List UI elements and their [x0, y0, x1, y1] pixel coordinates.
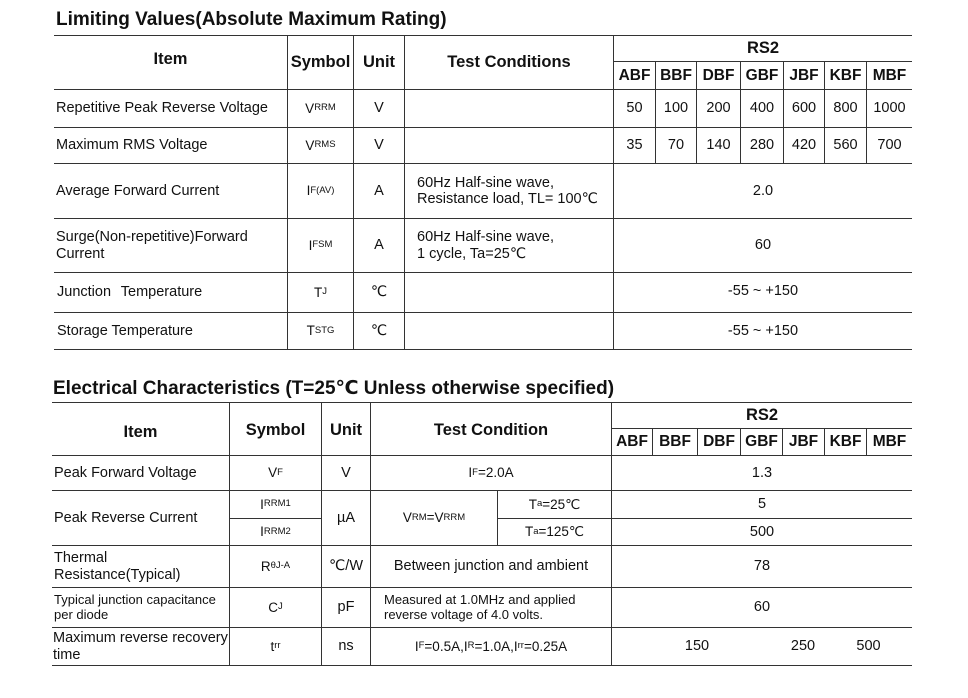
t1-row-ifav-value: 2.0 — [752, 182, 774, 199]
t1-model-gbf: GBF — [745, 66, 779, 84]
t1-row-vrms-abf: 35 — [626, 137, 643, 154]
t2-model-kbf: KBF — [829, 433, 862, 451]
t1-row-vrrm-gbf: 400 — [749, 100, 775, 117]
t1-row-vrrm-kbf: 800 — [833, 100, 858, 117]
t2-row-rth-symbol: R θJ-A — [260, 558, 291, 574]
t1-header-rs2: RS2 — [746, 38, 780, 57]
t1-row-vrms-unit: V — [374, 137, 384, 154]
t2-header-symbol: Symbol — [245, 421, 306, 440]
t1-row-tj-item: Junction Temperature — [57, 284, 203, 301]
t1-model-abf: ABF — [618, 66, 651, 84]
t2-row-rth-unit: ℃/W — [329, 558, 363, 575]
t2-model-abf: ABF — [616, 433, 648, 451]
t2-row-ir-symbol-2: I RRM2 — [260, 524, 291, 540]
t1-header-item: Item — [153, 49, 188, 68]
t2-row-ir-unit: µA — [336, 509, 356, 526]
t2-model-dbf: DBF — [703, 433, 735, 451]
t2-header-test-condition: Test Condition — [433, 421, 549, 440]
t1-row-tstg-item: Storage Temperature — [57, 322, 193, 339]
t2-row-ir-value-2: 500 — [749, 523, 775, 540]
t1-header-unit: Unit — [362, 52, 396, 71]
t1-model-bbf: BBF — [660, 66, 692, 84]
t1-row-vrms-item: Maximum RMS Voltage — [56, 137, 208, 154]
t1-row-vrms-kbf: 560 — [833, 137, 858, 154]
t1-row-vrms-bbf: 70 — [667, 137, 685, 154]
t2-row-trr-item: Maximum reverse recovery time — [53, 630, 228, 663]
t2-row-vf-item: Peak Forward Voltage — [54, 464, 197, 481]
t2-row-vf-value: 1.3 — [751, 464, 773, 481]
t2-row-rth-test: Between junction and ambient — [393, 558, 589, 575]
t2-row-trr-value-abf-gbf: 150 — [684, 638, 710, 655]
t2-header-unit: Unit — [329, 421, 363, 440]
t2-header-item: Item — [123, 423, 158, 442]
t2-row-cj-test: Measured at 1.0MHz and applied reverse voltage of 4.0 volts. — [384, 591, 576, 622]
t1-row-vrms-gbf: 280 — [749, 137, 775, 154]
t1-row-vrms-jbf: 420 — [791, 137, 817, 154]
t2-row-trr-test: I F =0.5A,I R =1.0A,I rr =0.25A — [414, 638, 568, 654]
t1-model-jbf: JBF — [789, 66, 819, 84]
t2-row-rth-item: Thermal Resistance(Typical) — [54, 550, 181, 583]
t1-row-vrms-dbf: 140 — [706, 137, 731, 154]
t1-row-ifsm-value: 60 — [754, 237, 772, 254]
t1-row-tstg-symbol: T STG — [306, 323, 335, 339]
t2-row-cj-symbol: C J — [268, 599, 283, 615]
t1-row-vrrm-dbf: 200 — [706, 100, 731, 117]
t2-row-cj-item: Typical junction capacitance per diode — [54, 591, 216, 622]
t2-row-trr-unit: ns — [338, 638, 354, 655]
t1-row-ifav-unit: A — [374, 182, 384, 199]
t1-row-ifav-test: 60Hz Half-sine wave, Resistance load, TL= 100℃ — [417, 174, 598, 207]
t2-row-vf-unit: V — [341, 464, 351, 481]
t1-row-vrrm-mbf: 1000 — [873, 100, 906, 117]
t1-row-tj-value: -55 ~ +150 — [727, 282, 799, 299]
t2-row-ir-temp-2: T a =125℃ — [524, 524, 585, 540]
t1-row-tj-symbol: T J — [314, 284, 327, 300]
electrical-characteristics-title: Electrical Characteristics (T=25℃ Unless otherwise specified) — [53, 378, 615, 399]
t2-row-cj-value: 60 — [753, 599, 771, 616]
t1-row-vrrm-symbol: V RRM — [305, 100, 336, 116]
t2-row-trr-value-kbf-mbf: 500 — [856, 638, 881, 655]
t1-row-vrrm-bbf: 100 — [663, 100, 689, 117]
t1-row-ifsm-unit: A — [374, 237, 384, 254]
t2-row-vf-symbol: V F — [268, 465, 283, 481]
t1-row-vrrm-jbf: 600 — [791, 100, 817, 117]
t2-row-ir-value-1: 5 — [757, 496, 767, 513]
t2-row-trr-symbol: t rr — [270, 638, 281, 654]
t2-row-vf-test: I F =2.0A — [468, 465, 514, 481]
t2-model-mbf: MBF — [872, 433, 907, 451]
t1-row-vrms-mbf: 700 — [877, 137, 902, 154]
t2-header-rs2: RS2 — [745, 405, 779, 424]
limiting-values-title: Limiting Values(Absolute Maximum Rating) — [56, 9, 447, 30]
t1-row-ifsm-test: 60Hz Half-sine wave, 1 cycle, Ta=25℃ — [417, 229, 554, 262]
t1-row-ifsm-symbol: I FSM — [308, 237, 333, 253]
t1-row-tstg-value: -55 ~ +150 — [727, 322, 799, 339]
t2-model-bbf: BBF — [659, 433, 691, 451]
t2-row-rth-value: 78 — [753, 558, 771, 575]
t1-model-mbf: MBF — [872, 66, 907, 84]
t1-header-test-conditions: Test Conditions — [447, 52, 571, 71]
t1-row-vrrm-unit: V — [374, 100, 384, 117]
t2-row-ir-item: Peak Reverse Current — [54, 509, 198, 526]
t1-row-tstg-unit: ℃ — [370, 322, 388, 339]
t1-row-vrrm-abf: 50 — [626, 100, 643, 117]
t2-row-trr-value-jbf: 250 — [790, 638, 816, 655]
t2-row-cj-unit: pF — [337, 599, 355, 616]
t1-row-ifav-symbol: I F(AV) — [306, 183, 335, 199]
t2-model-jbf: JBF — [788, 433, 819, 451]
t1-row-ifav-item: Average Forward Current — [56, 182, 220, 199]
t1-model-kbf: KBF — [829, 66, 862, 84]
t2-row-ir-symbol-1: I RRM1 — [260, 496, 291, 512]
t2-row-ir-temp-1: T a =25℃ — [528, 496, 581, 512]
t2-row-ir-test: V RM =V RRM — [402, 510, 466, 526]
t1-model-dbf: DBF — [702, 66, 735, 84]
t2-model-gbf: GBF — [745, 433, 778, 451]
t1-header-symbol: Symbol — [290, 52, 351, 71]
t1-row-vrrm-item: Repetitive Peak Reverse Voltage — [56, 100, 268, 117]
t1-row-vrms-symbol: V RMS — [305, 137, 336, 153]
t1-row-tj-unit: ℃ — [370, 284, 388, 301]
t1-row-ifsm-item: Surge(Non-repetitive)Forward Current — [56, 229, 248, 262]
